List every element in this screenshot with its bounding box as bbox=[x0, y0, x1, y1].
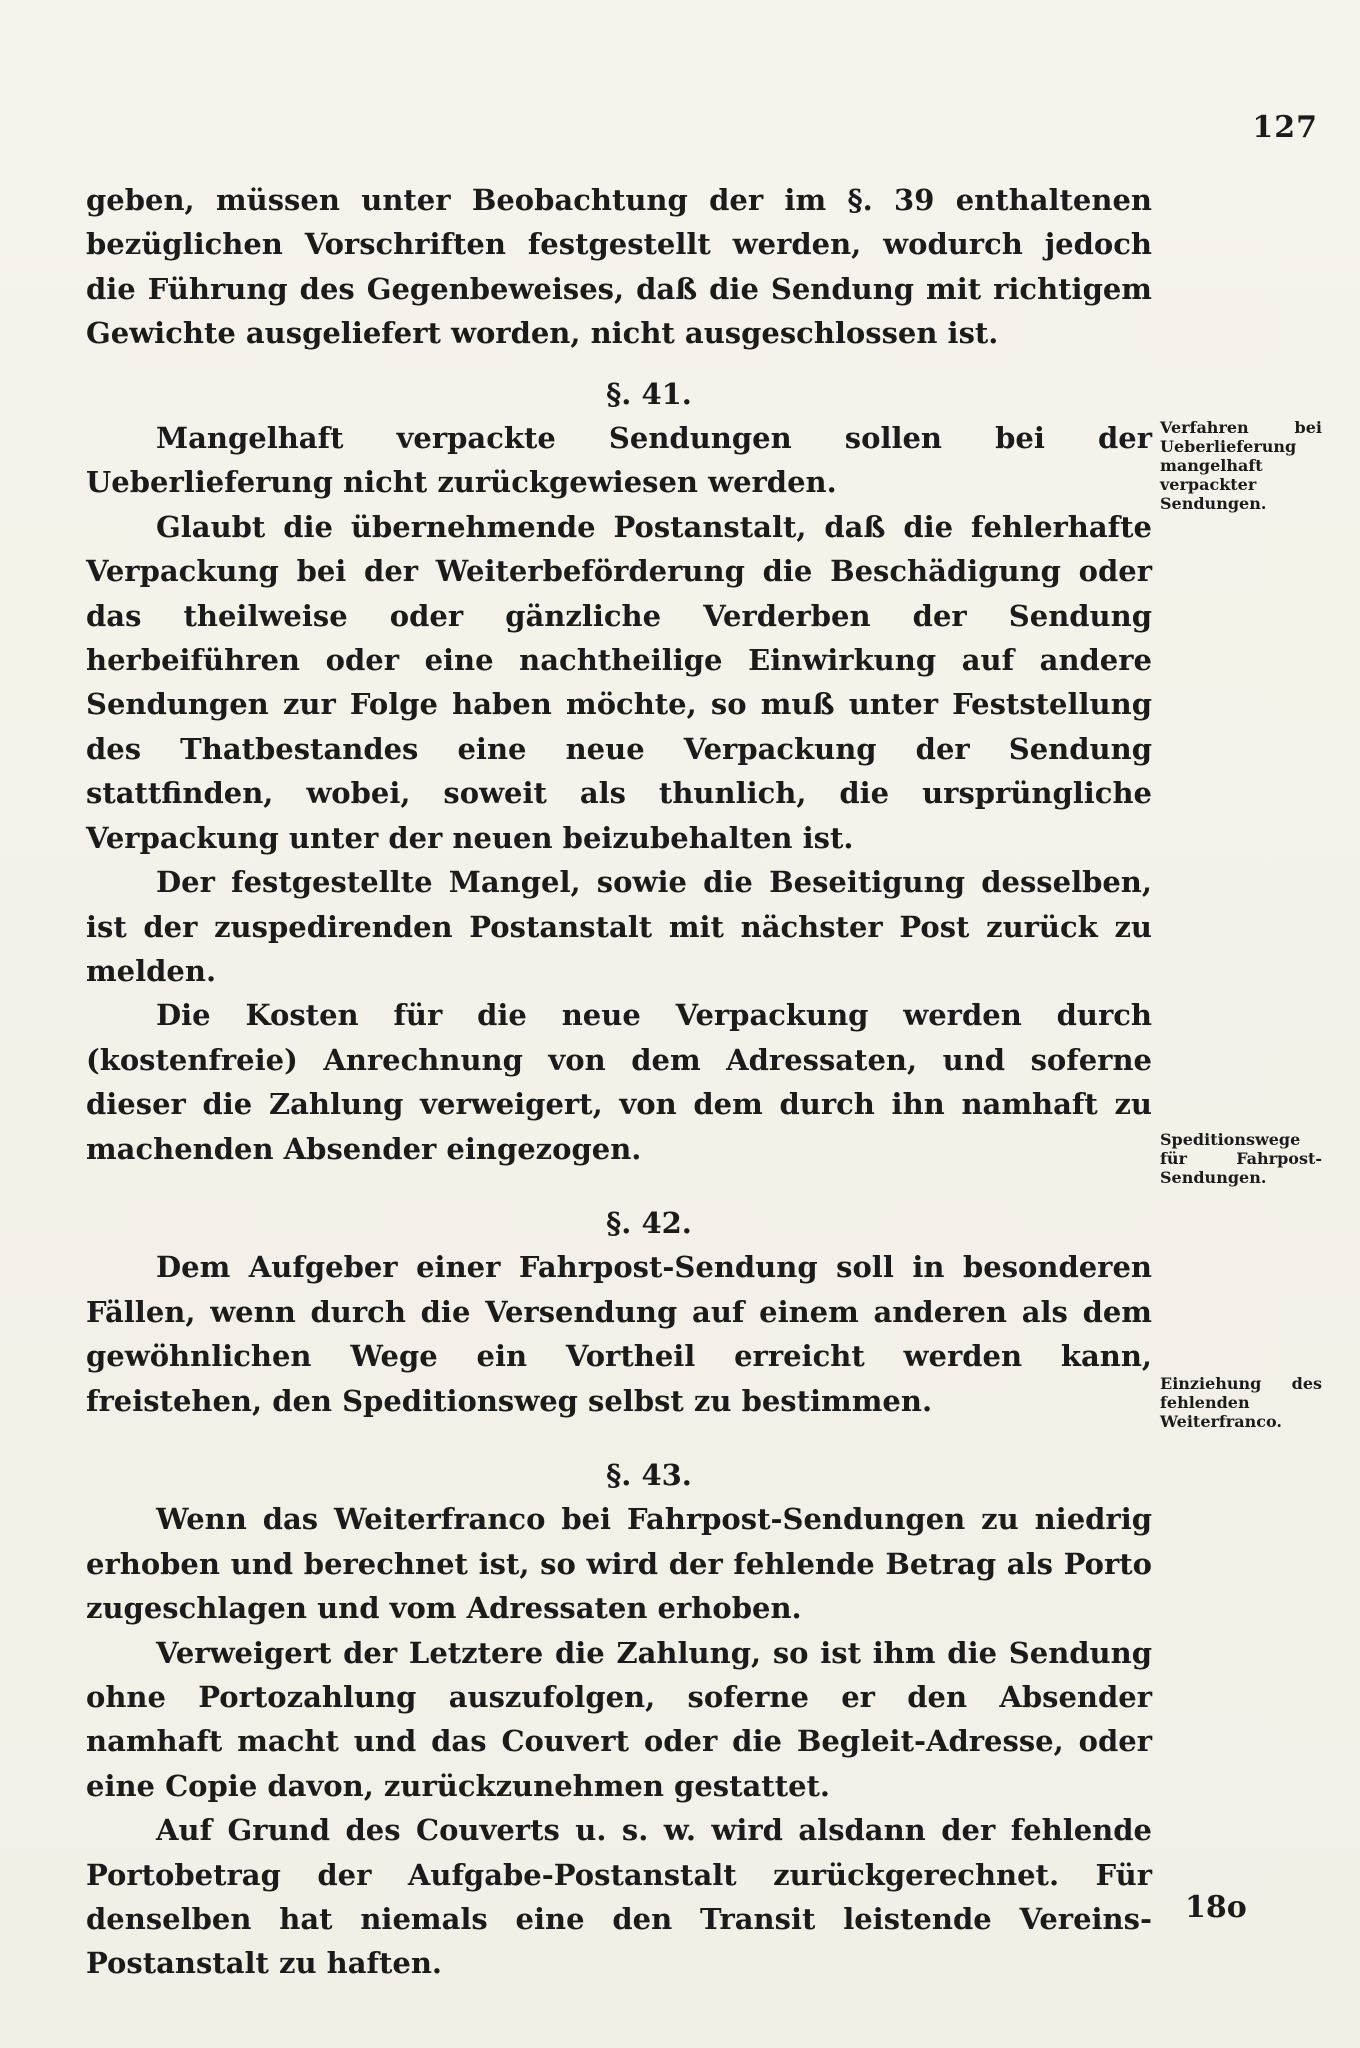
margin-note-43: Einziehung des fehlenden Weiterfranco. bbox=[1160, 1374, 1322, 1431]
section-41-paragraph-3: Der festgestellte Mangel, sowie die Beseitigung desselben, ist der zuspedirenden Postanstalt mit nächster Post zurück zu melden. bbox=[86, 865, 1152, 988]
main-text-column bbox=[86, 178, 1152, 1986]
section-43-paragraph-3: Auf Grund des Couverts u. s. w. wird alsdann der fehlende Portobetrag der Aufgabe-Postanstalt zurückgerechnet. Für denselben hat niemals eine den Transit leistende Vereins-Postanstalt zu haften. bbox=[86, 1813, 1152, 1981]
section-41-paragraph-2: Glaubt die übernehmende Postanstalt, daß die fehlerhafte Verpackung bei der Weiterbeförderung die Beschädigung oder das theilweise oder gänzliche Verderben der Sendung herbeiführen oder eine nachtheilige Einwirkung auf andere Sendungen zur Folge haben möchte, so muß unter Feststellung des Thatbestandes eine neue Verpackung der Sendung stattfinden, wobei, soweit als thunlich, die ursprüngliche Verpackung unter der neuen beizubehalten ist. bbox=[86, 509, 1152, 855]
opening-paragraph: geben, müssen unter Beobachtung der im §. 39 enthaltenen bezüglichen Vorschriften festgestellt werden, wodurch jedoch die Führung des Gegenbeweises, daß die Sendung mit richtigem Gewichte ausgeliefert worden, nicht ausgeschlossen ist. bbox=[86, 183, 1152, 351]
section-heading-41: §. 41. bbox=[606, 376, 692, 411]
margin-note-42: Speditionswege für Fahrpost-Sendungen. bbox=[1160, 1130, 1322, 1187]
section-heading-43: §. 43. bbox=[606, 1457, 692, 1492]
section-42-paragraph-1: Dem Aufgeber einer Fahrpost-Sendung soll in besonderen Fällen, wenn durch die Versendung auf einem anderen als dem gewöhnlichen Wege ein Vortheil erreicht werden kann, freistehen, den Speditionsweg selbst zu bestimmen. bbox=[86, 1250, 1152, 1418]
section-heading-42: §. 42. bbox=[606, 1205, 692, 1240]
section-41-paragraph-4: Die Kosten für die neue Verpackung werden durch (kostenfreie) Anrechnung von dem Adressaten, und soferne dieser die Zahlung verweigert, von dem durch ihn namhaft zu machenden Absender eingezogen. bbox=[86, 998, 1152, 1166]
section-43-paragraph-2: Verweigert der Letztere die Zahlung, so ist ihm die Sendung ohne Portozahlung auszufolgen, soferne er den Absender namhaft macht und das Couvert oder die Begleit-Adresse, oder eine Copie davon, zurückzunehmen gestattet. bbox=[86, 1635, 1152, 1803]
section-41-paragraph-1: Mangelhaft verpackte Sendungen sollen bei der Ueberlieferung nicht zurückgewiesen werden. bbox=[86, 421, 1152, 500]
margin-note-41: Verfahren bei Ueberlieferung mangelhaft verpackter Sendungen. bbox=[1160, 418, 1322, 513]
page-number: 127 bbox=[1252, 110, 1318, 145]
signature-mark: 18o bbox=[1185, 1890, 1247, 1925]
section-43-paragraph-1: Wenn das Weiterfranco bei Fahrpost-Sendungen zu niedrig erhoben und berechnet ist, so wird der fehlende Betrag als Porto zugeschlagen und vom Adressaten erhoben. bbox=[86, 1502, 1152, 1626]
